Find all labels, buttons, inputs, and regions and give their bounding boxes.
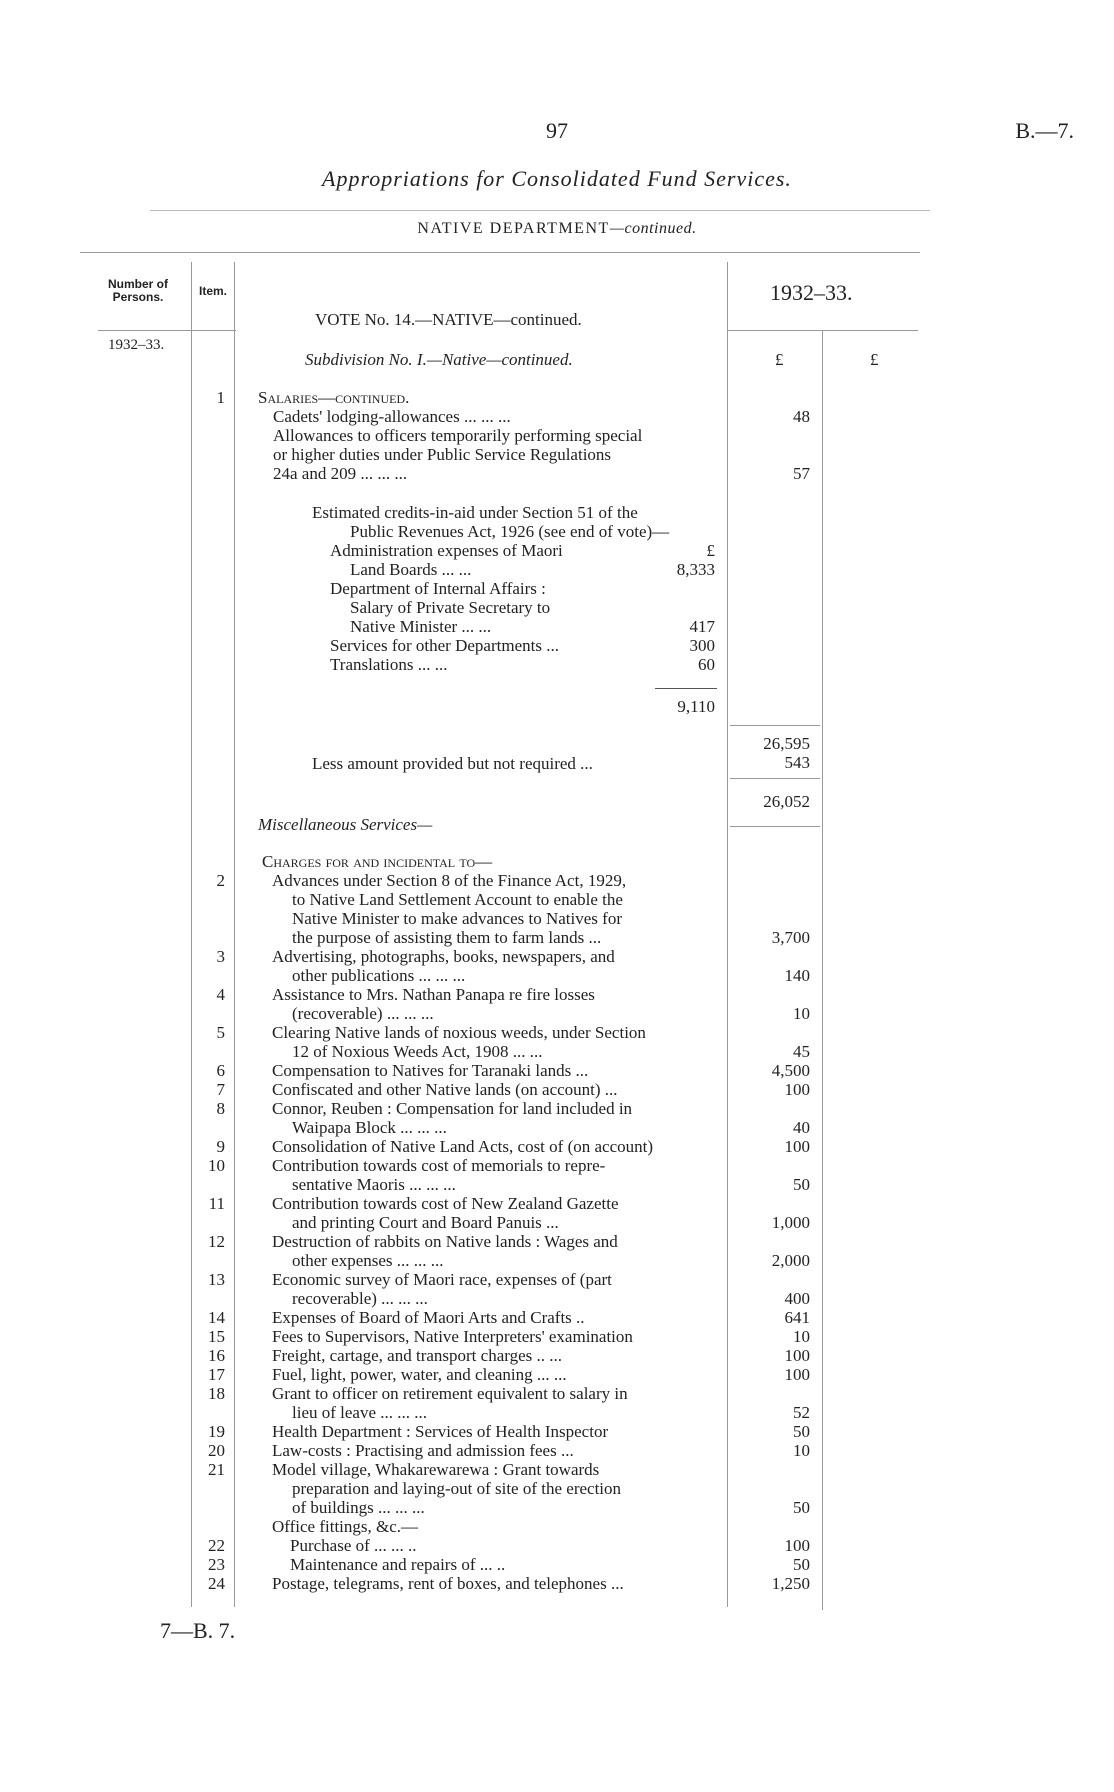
item-header: Item.: [198, 284, 227, 298]
item-number: 15: [208, 1327, 225, 1346]
row-text: Waipapa Block ... ... ...: [292, 1118, 447, 1137]
department-heading: [0, 220, 1114, 238]
row-amount: 100: [784, 1346, 810, 1365]
sub-amount: £: [706, 541, 715, 560]
sub-amount: 60: [698, 655, 715, 674]
credits-subamounts: [640, 541, 715, 674]
less-amount-label: Less amount provided but not required ...: [312, 754, 593, 773]
vote-text: VOTE No. 14.—NATIVE—continued.: [315, 310, 582, 329]
row-text: Economic survey of Maori race, expenses of (part: [272, 1270, 612, 1289]
row-text: Connor, Reuben : Compensation for land included in: [272, 1099, 633, 1118]
row-text: other expenses ... ... ...: [292, 1251, 444, 1270]
salary-line: or higher duties under Public Service Regulations: [273, 445, 612, 464]
table-top-rule: [80, 252, 920, 253]
row-text: Model village, Whakarewarewa : Grant towards: [272, 1460, 600, 1479]
net-bottom-rule: [730, 826, 820, 827]
page-title: Appropriations for Consolidated Fund Services.: [322, 166, 792, 191]
row-text: to Native Land Settlement Account to enable the: [292, 890, 623, 909]
row-text: Advances under Section 8 of the Finance Act, 1929,: [272, 871, 627, 890]
column-rule-amount: [822, 330, 823, 1610]
number-of-persons-header: Number of Persons.: [108, 277, 168, 304]
sub-amount: 417: [689, 617, 715, 636]
row-text: of buildings ... ... ...: [292, 1498, 425, 1517]
row-amount: 100: [784, 1137, 810, 1156]
item-number: 17: [208, 1365, 225, 1384]
sub-amount: 8,333: [676, 560, 715, 579]
row-text: 12 of Noxious Weeds Act, 1908 ... ...: [292, 1042, 543, 1061]
row-text: Grant to officer on retirement equivalent to salary in: [272, 1384, 628, 1403]
year-right: 1932–33.: [770, 280, 853, 305]
row-text: Clearing Native lands of noxious weeds, under Section: [272, 1023, 646, 1042]
row-text: Fees to Supervisors, Native Interpreters' examination: [272, 1327, 633, 1346]
salary-line: Cadets' lodging-allowances ... ... ...: [273, 407, 511, 426]
credits-line: Salary of Private Secretary to: [350, 598, 551, 617]
row-amount: 10: [793, 1327, 810, 1346]
salary-line: Allowances to officers temporarily performing special: [273, 426, 643, 445]
item-number: 18: [208, 1384, 225, 1403]
row-text: Purchase of ... ... ..: [290, 1536, 417, 1555]
row-amount: 100: [784, 1536, 810, 1555]
row-text: sentative Maoris ... ... ...: [292, 1175, 456, 1194]
salary-line: 24a and 209 ... ... ...: [273, 464, 408, 483]
row-text: Office fittings, &c.—: [272, 1517, 419, 1536]
page-number: 97: [546, 118, 568, 143]
row-amount: 50: [793, 1175, 810, 1194]
item-number: 6: [216, 1061, 225, 1080]
row-text: Assistance to Mrs. Nathan Panapa re fire losses: [272, 985, 595, 1004]
credits-line: Public Revenues Act, 1926 (see end of vote)—: [350, 522, 670, 541]
item-number: 16: [208, 1346, 225, 1365]
item-number: 1: [216, 388, 225, 407]
department-continued: —continued.: [609, 220, 697, 237]
amount: 57: [793, 464, 810, 483]
item-number: 5: [216, 1023, 225, 1042]
column-rule-persons: [191, 262, 192, 1607]
row-text: Freight, cartage, and transport charges .. ...: [272, 1346, 563, 1365]
credits-line: Administration expenses of Maori: [330, 541, 563, 560]
item-number: 12: [208, 1232, 225, 1251]
row-text: the purpose of assisting them to farm lands ...: [292, 928, 602, 947]
credits-total-rule: [655, 688, 717, 689]
row-amount: 50: [793, 1422, 810, 1441]
row-text: recoverable) ... ... ...: [292, 1289, 428, 1308]
subtotal-rule: [730, 725, 820, 726]
credits-line: Land Boards ... ...: [350, 560, 472, 579]
row-amount: 45: [793, 1042, 810, 1061]
salaries-heading: Salaries—continued.: [258, 388, 410, 407]
gross-amount: 26,595: [763, 734, 810, 753]
column-rule-item: [234, 262, 235, 1607]
item-number: 20: [208, 1441, 225, 1460]
row-amount: 10: [793, 1004, 810, 1023]
row-text: Contribution towards cost of New Zealand Gazette: [272, 1194, 619, 1213]
row-text: (recoverable) ... ... ...: [292, 1004, 434, 1023]
page-signature: 7—B. 7.: [160, 1618, 236, 1643]
item-number: 23: [208, 1555, 225, 1574]
report-code: B.—7.: [1015, 118, 1074, 143]
credits-line: Department of Internal Affairs :: [330, 579, 546, 598]
row-amount: 100: [784, 1365, 810, 1384]
item-number: 22: [208, 1536, 225, 1555]
row-text: Consolidation of Native Land Acts, cost of (on account): [272, 1137, 653, 1156]
item-number: 3: [216, 947, 225, 966]
credits-total: 9,110: [677, 697, 715, 716]
subdivision-line: Subdivision No. I.—Native—continued.: [305, 350, 573, 369]
row-amount: 400: [784, 1289, 810, 1308]
row-text: Compensation to Natives for Taranaki lands ...: [272, 1061, 589, 1080]
row-text: Destruction of rabbits on Native lands : Wages and: [272, 1232, 618, 1251]
department-name: NATIVE DEPARTMENT: [417, 220, 610, 237]
row-text: Contribution towards cost of memorials to repre-: [272, 1156, 606, 1175]
less-amount: 543: [784, 753, 810, 772]
row-amount: 40: [793, 1118, 810, 1137]
net-amount: 26,052: [763, 792, 810, 811]
credits-line: Native Minister ... ...: [350, 617, 492, 636]
credits-line: Estimated credits-in-aid under Section 51 of the: [312, 503, 638, 522]
item-number: 9: [216, 1137, 225, 1156]
row-text: preparation and laying-out of site of the erection: [292, 1479, 622, 1498]
row-text: Confiscated and other Native lands (on account) ...: [272, 1080, 618, 1099]
row-amount: 3,700: [771, 928, 810, 947]
row-text: Fuel, light, power, water, and cleaning ... ...: [272, 1365, 567, 1384]
vote-line: [315, 310, 582, 329]
row-amount: 4,500: [771, 1061, 810, 1080]
row-text: Maintenance and repairs of ... ..: [290, 1555, 506, 1574]
row-text: Postage, telegrams, rent of boxes, and telephones ...: [272, 1574, 624, 1593]
item-number: 2: [216, 871, 225, 890]
credits-line: Services for other Departments ...: [330, 636, 559, 655]
item-number: 14: [208, 1308, 225, 1327]
head-rule-left: [98, 330, 236, 331]
item-number: 19: [208, 1422, 225, 1441]
net-rule: [730, 778, 820, 779]
title-rule: [150, 210, 930, 211]
row-text: Advertising, photographs, books, newspapers, and: [272, 947, 615, 966]
row-amount: 2,000: [771, 1251, 810, 1270]
year-left: 1932–33.: [108, 337, 165, 353]
row-amount: 50: [793, 1555, 810, 1574]
row-amount: 140: [784, 966, 810, 985]
row-amount: 641: [784, 1308, 810, 1327]
row-text: Native Minister to make advances to Natives for: [292, 909, 622, 928]
row-amount: 100: [784, 1080, 810, 1099]
item-number: 10: [208, 1156, 225, 1175]
row-amount: 10: [793, 1441, 810, 1460]
item-number: 8: [216, 1099, 225, 1118]
row-text: other publications ... ... ...: [292, 966, 466, 985]
row-text: lieu of leave ... ... ...: [292, 1403, 428, 1422]
row-amount: 52: [793, 1403, 810, 1422]
amount: 48: [793, 407, 810, 426]
sub-amount: 300: [689, 636, 715, 655]
pound-sign-left: £: [775, 350, 784, 369]
row-text: Law-costs : Practising and admission fees ...: [272, 1441, 574, 1460]
row-text: Health Department : Services of Health Inspector: [272, 1422, 609, 1441]
item-number: 21: [208, 1460, 225, 1479]
item-number: 11: [208, 1194, 225, 1213]
charges-heading: Charges for and incidental to—: [262, 852, 493, 871]
misc-heading: Miscellaneous Services—: [258, 815, 433, 834]
item-number: 7: [216, 1080, 225, 1099]
head-rule-right: [728, 330, 918, 331]
row-text: and printing Court and Board Panuis ...: [292, 1213, 559, 1232]
row-text: Expenses of Board of Maori Arts and Crafts ..: [272, 1308, 585, 1327]
row-amount: 1,250: [771, 1574, 810, 1593]
row-amount: 1,000: [771, 1213, 810, 1232]
credits-line: Translations ... ...: [330, 655, 448, 674]
item-number: 13: [208, 1270, 225, 1289]
item-number: 4: [216, 985, 225, 1004]
pound-sign-right: £: [870, 350, 879, 369]
item-number: 24: [208, 1574, 225, 1593]
salaries-lines: [273, 407, 642, 483]
row-amount: 50: [793, 1498, 810, 1517]
